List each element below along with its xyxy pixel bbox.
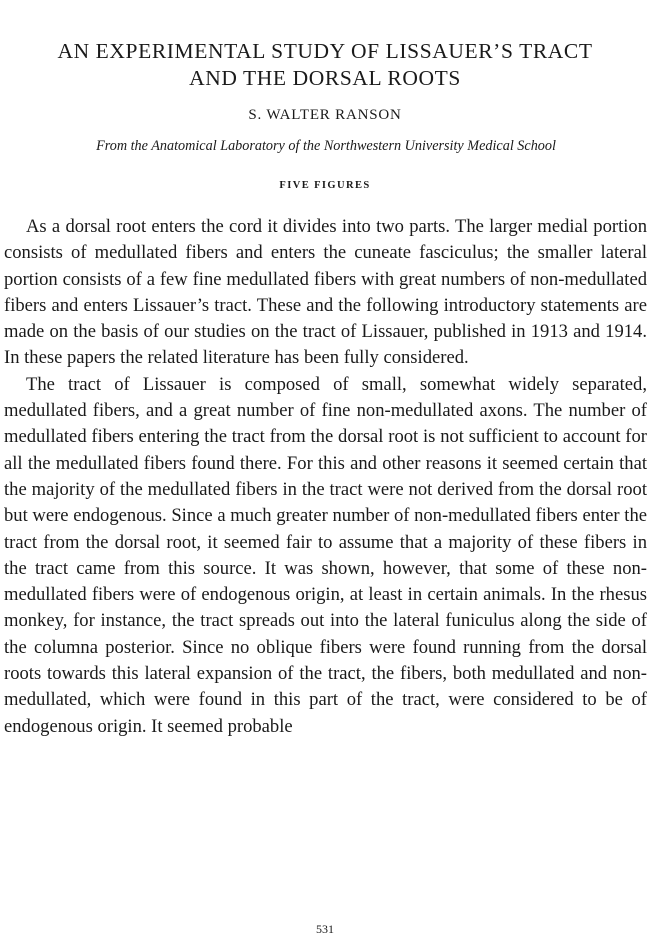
- body-paragraph-1: As a dorsal root enters the cord it divides into two parts. The larger medial portion consists of medullated fibers and enters the cuneate fasciculus; the smaller lateral portion consists of a few fine medullated fibers with great numbers of non-medullated fibers and enters Lissauer’s tract. These and the following introductory statements are made on the basis of our studies on the tract of Lissauer, published in 1913 and 1914. In these papers the related literature has been fully considered.: [4, 216, 647, 369]
- page-number: 531: [316, 922, 334, 936]
- author-affiliation: From the Anatomical Laboratory of the Northwestern University Medical School: [96, 138, 556, 154]
- title-line-1: AN EXPERIMENTAL STUDY OF LISSAUER’S TRACT: [57, 39, 593, 63]
- title-line-2: AND THE DORSAL ROOTS: [189, 66, 461, 90]
- article-title: [0, 38, 650, 92]
- author-name: S. WALTER RANSON: [248, 107, 402, 123]
- body-paragraph-2: The tract of Lissauer is composed of small, somewhat widely separated, medullated fibers, and a great number of fine non-medullated axons. The number of medullated fibers entering the tract from the dorsal root is not sufficient to account for all the medullated fibers found there. For this and other reasons it seemed certain that the majority of the medullated fibers in the tract were not derived from the dorsal root but were endogenous. Since a much greater number of non-medullated fibers enter the tract from the dorsal root, it seemed fair to assume that a majority of these fibers in the tract came from this source. It was shown, however, that some of these non-medullated fibers were of endogenous origin, at least in certain animals. In the rhesus monkey, for instance, the tract spreads out into the lateral funiculus along the side of the columna posterior. Since no oblique fibers were found running from the dorsal roots towards this lateral expansion of the tract, the fibers, both medullated and non-medullated, which were found in this part of the tract, were considered to be of endogenous origin. It seemed probable: [4, 373, 647, 737]
- article-body: [4, 214, 647, 740]
- figures-note: FIVE FIGURES: [279, 180, 371, 191]
